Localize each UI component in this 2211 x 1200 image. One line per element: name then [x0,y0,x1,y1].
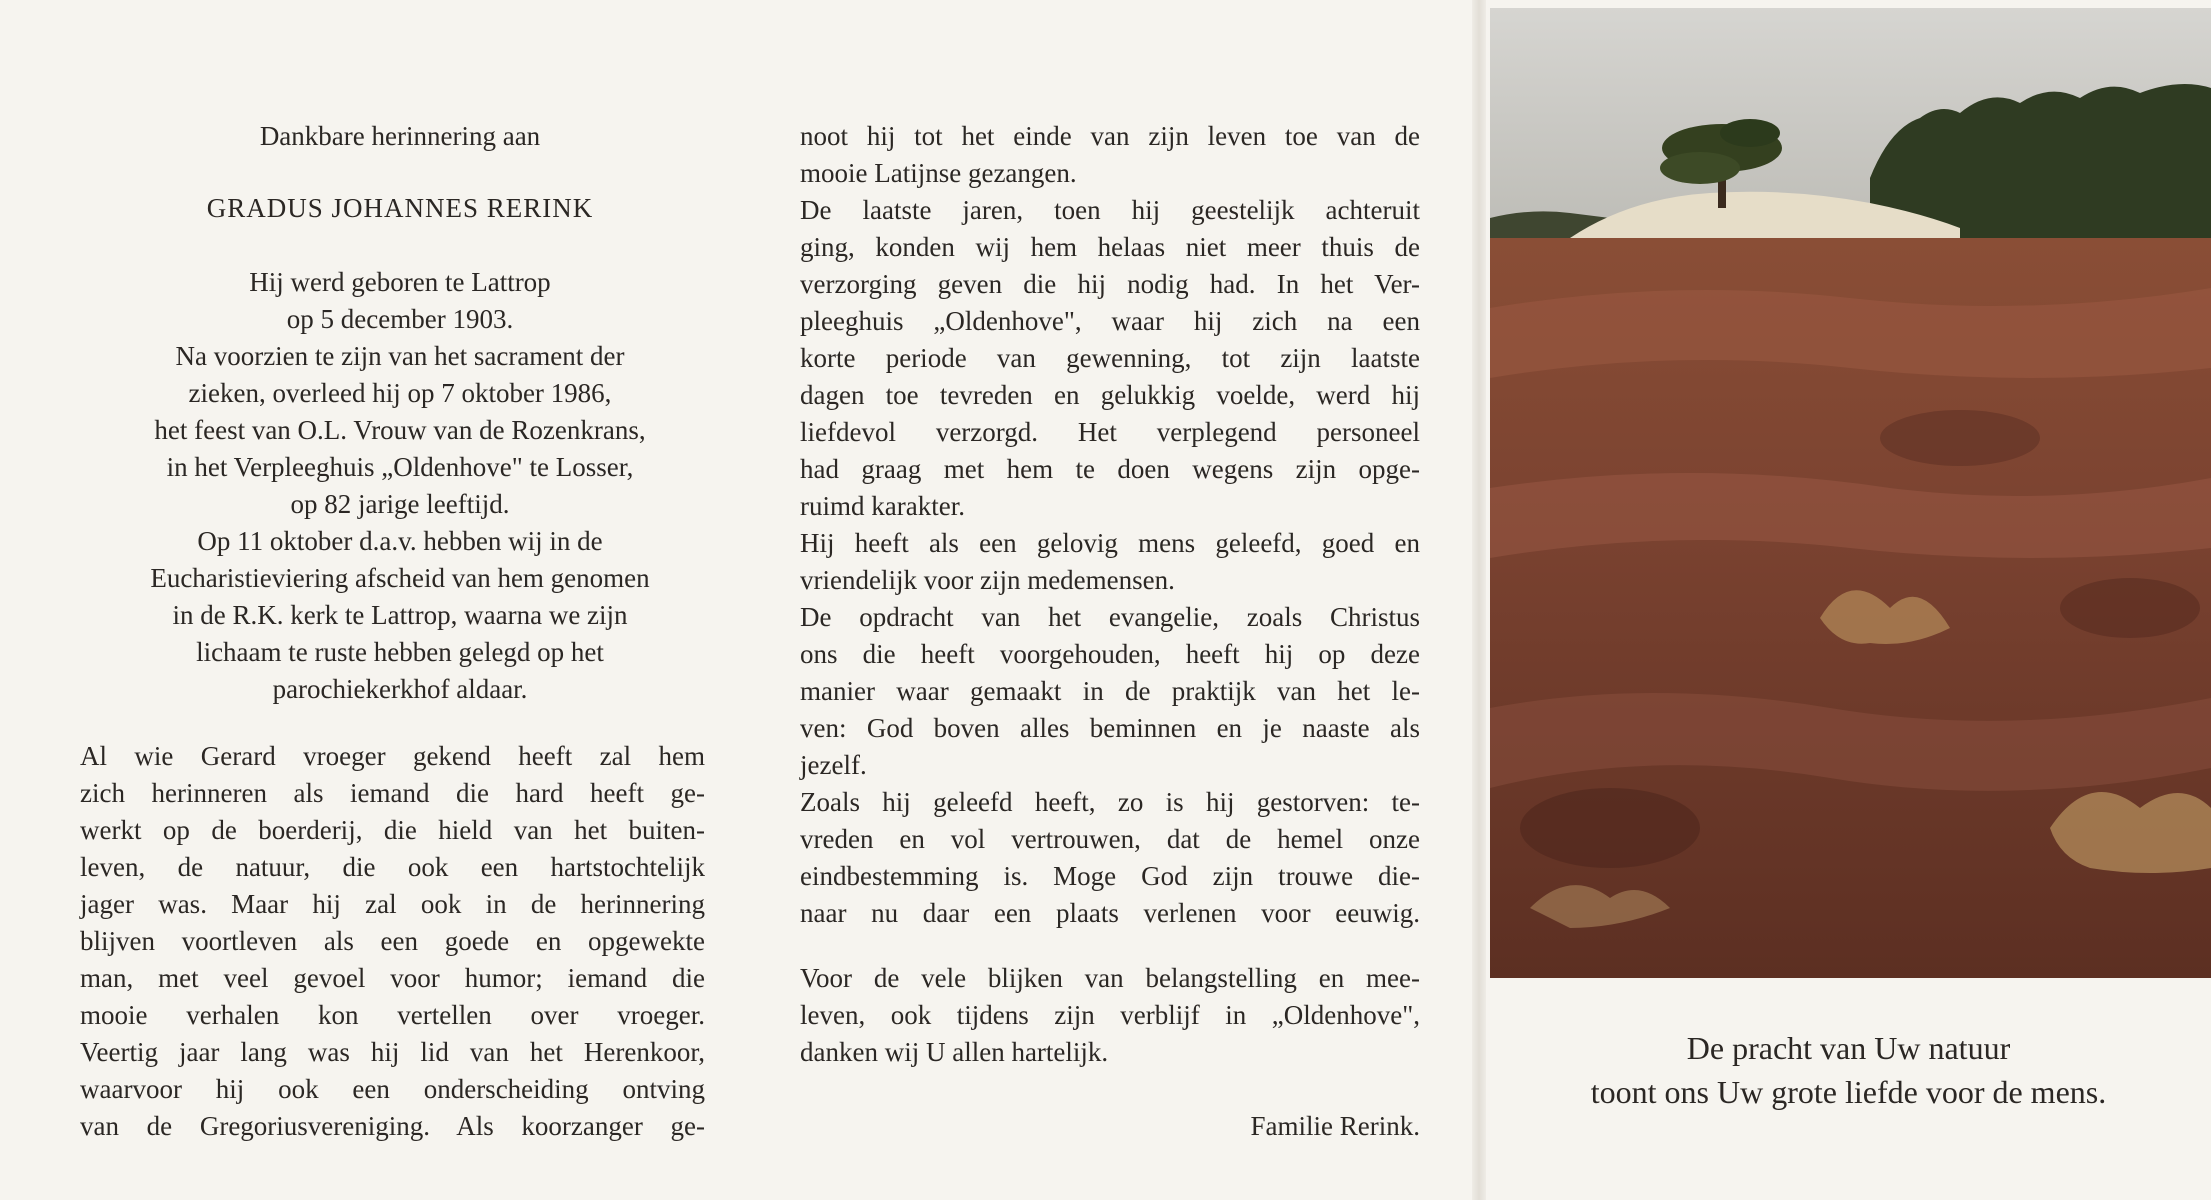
text-line: De laatste jaren, toen hij geestelijk achteruit [800,195,1420,225]
story-line: leven, de natuur, die ook een hartstochtelijk [80,852,705,882]
bio-line: zieken, overleed hij op 7 oktober 1986, [188,378,612,408]
thanks-line: Voor de vele blijken van belangstelling en mee- [800,963,1420,993]
story-line: van de Gregoriusvereniging. Als koorzanger ge- [80,1111,705,1141]
family-signature: Familie Rerink. [1250,1111,1420,1141]
heather-landscape-photo [1490,8,2211,978]
bio-line: het feest van O.L. Vrouw van de Rozenkrans, [154,415,646,445]
middle-panel [800,0,1420,1200]
story-block [80,738,705,1145]
story-line: mooie verhalen kon vertellen over vroeger. [80,1000,705,1030]
thanks-block [800,960,1420,1071]
story-line: Al wie Gerard vroeger gekend heeft zal hem [80,741,705,771]
bio-line: in de R.K. kerk te Lattrop, waarna we zijn [172,600,628,630]
story-line: zich herinneren als iemand die hard heeft ge- [80,778,705,808]
biography-block [80,264,720,708]
text-line: Hij heeft als een gelovig mens geleefd, goed en [800,528,1420,558]
continued-text-block [800,118,1420,932]
text-line: pleeghuis „Oldenhove", waar hij zich na een [800,306,1420,336]
story-line: jager was. Maar hij zal ook in de herinnering [80,889,705,919]
text-line: vreden en vol vertrouwen, dat de hemel onze [800,824,1420,854]
photo-caption [1486,1026,2211,1114]
story-line: werkt op de boerderij, die hield van het buiten- [80,815,705,845]
bio-line: in het Verpleeghuis „Oldenhove" te Losser, [166,452,634,482]
story-line: man, met veel gevoel voor humor; iemand die [80,963,705,993]
caption-line: toont ons Uw grote liefde voor de mens. [1590,1074,2107,1110]
story-line: Veertig jaar lang was hij lid van het Herenkoor, [80,1037,705,1067]
text-line: ruimd karakter. [800,491,965,521]
bio-line: lichaam te ruste hebben gelegd op het [196,637,604,667]
story-line: waarvoor hij ook een onderscheiding ontving [80,1074,705,1104]
text-line: vriendelijk voor zijn medemensen. [800,565,1175,595]
text-line: naar nu daar een plaats verlenen voor eeuwig. [800,898,1420,928]
deceased-name: GRADUS JOHANNES RERINK [206,193,594,223]
text-line: verzorging geven die hij nodig had. In het Ver- [800,269,1420,299]
text-line: ven: God boven alles beminnen en je naaste als [800,713,1420,743]
bio-line: op 5 december 1903. [286,304,514,334]
thanks-line: danken wij U allen hartelijk. [800,1037,1109,1067]
heather-landscape-illustration [1490,8,2211,978]
text-line: mooie Latijnse gezangen. [800,158,1077,188]
text-line: had graag met hem te doen wegens zijn opge- [800,454,1420,484]
bio-line: Op 11 oktober d.a.v. hebben wij in de [197,526,603,556]
caption-line: De pracht van Uw natuur [1686,1030,2011,1066]
bio-line: parochiekerkhof aldaar. [272,674,528,704]
text-line: noot hij tot het einde van zijn leven toe van de [800,121,1420,151]
bio-line: op 82 jarige leeftijd. [290,489,510,519]
text-line: manier waar gemaakt in de praktijk van het le- [800,676,1420,706]
text-line: liefdevol verzorgd. Het verplegend personeel [800,417,1420,447]
left-panel [80,0,720,1200]
card-fold [1472,0,1486,1200]
text-line: De opdracht van het evangelie, zoals Christus [800,602,1420,632]
bio-line: Eucharistieviering afscheid van hem genomen [150,563,650,593]
thanks-line: leven, ook tijdens zijn verblijf in „Oldenhove", [800,1000,1420,1030]
right-panel [1486,0,2211,1200]
text-line: ging, konden wij hem helaas niet meer thuis de [800,232,1420,262]
text-line: jezelf. [800,750,867,780]
text-line: Zoals hij geleefd heeft, zo is hij gestorven: te- [800,787,1420,817]
bio-line: Na voorzien te zijn van het sacrament der [175,341,625,371]
text-line: ons die heeft voorgehouden, heeft hij op deze [800,639,1420,669]
text-line: korte periode van gewenning, tot zijn laatste [800,343,1420,373]
text-line: eindbestemming is. Moge God zijn trouwe die- [800,861,1420,891]
intro-heading: Dankbare herinnering aan [259,121,541,151]
text-line: dagen toe tevreden en gelukkig voelde, werd hij [800,380,1420,410]
story-line: blijven voortleven als een goede en opgewekte [80,926,705,956]
bio-line: Hij werd geboren te Lattrop [249,267,551,297]
